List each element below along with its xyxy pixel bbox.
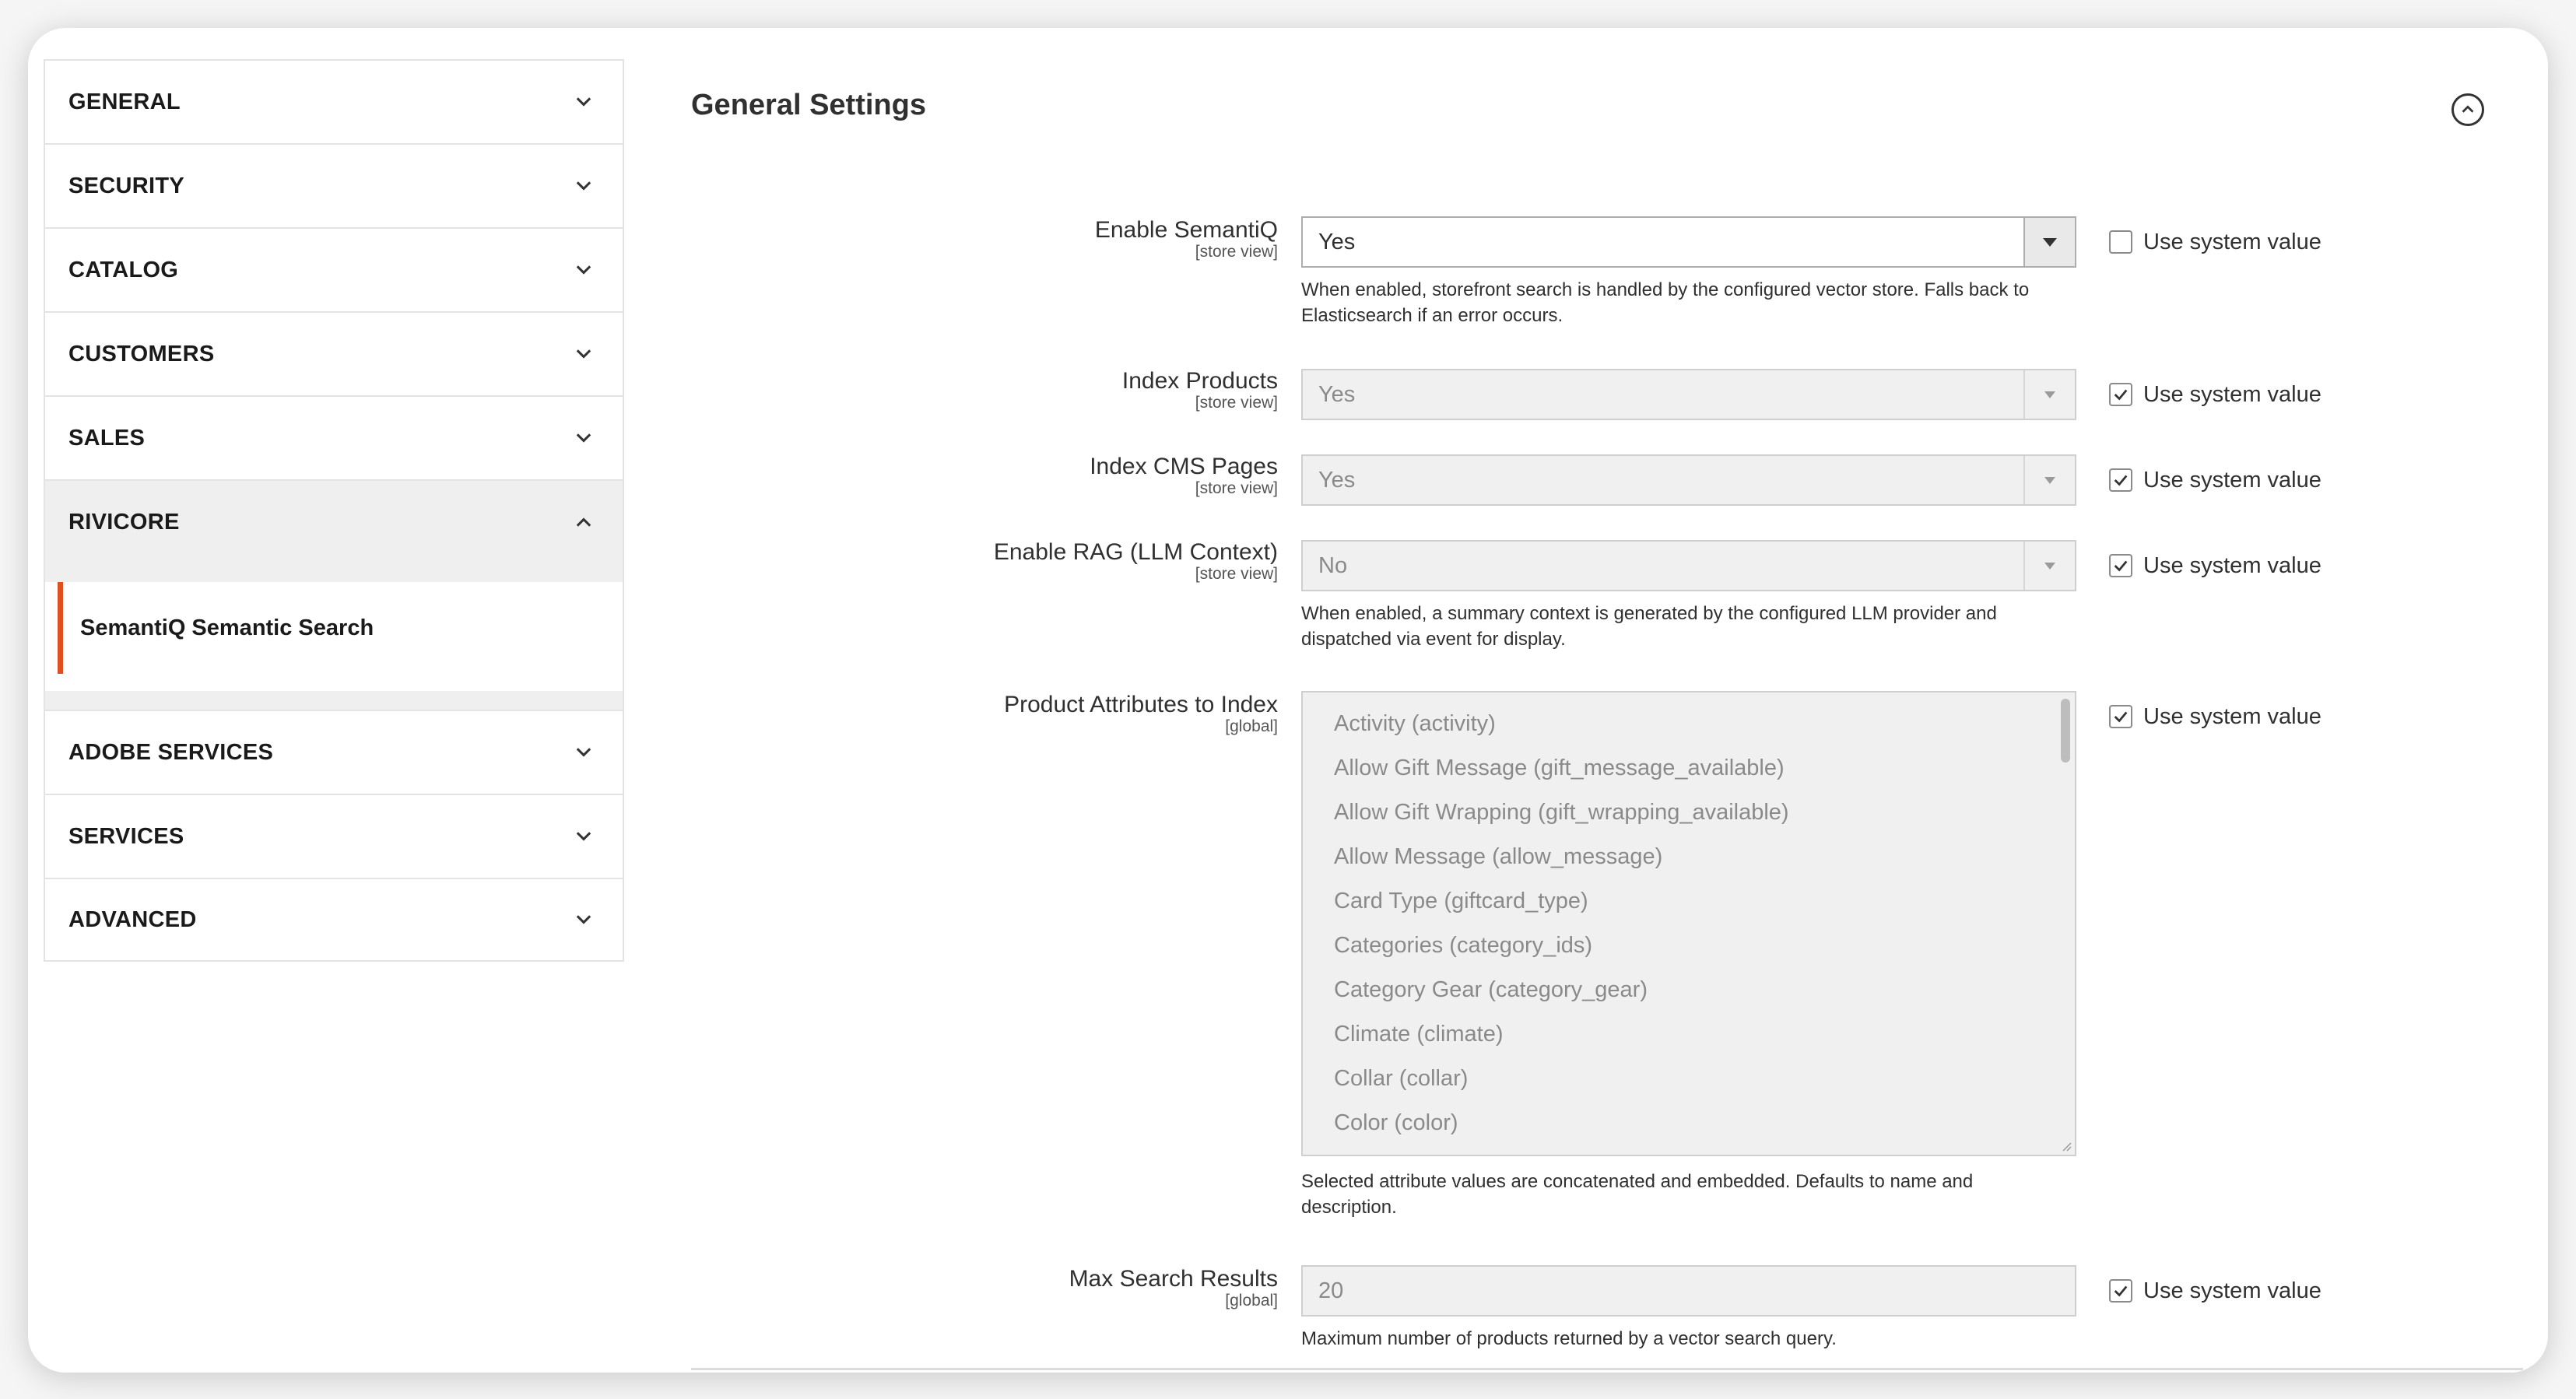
multiselect-option[interactable]: Allow Gift Wrapping (gift_wrapping_available) [1334, 800, 1789, 825]
index-cms-select[interactable] [1301, 454, 2076, 506]
use-system-value-label: Use system value [2143, 229, 2322, 254]
field-label: Enable SemantiQ [1094, 217, 1278, 243]
use-system-value-checkbox[interactable] [2109, 383, 2132, 406]
dropdown-arrow-icon[interactable] [2023, 218, 2075, 266]
checkmark-icon [2112, 557, 2129, 574]
chevron-down-icon [573, 909, 595, 931]
use-system-value-label: Use system value [2143, 1278, 2322, 1303]
field-scope: [global] [1225, 1292, 1278, 1310]
sidebar-item-advanced[interactable] [44, 878, 624, 962]
sidebar-subitem-label: SemantiQ Semantic Search [80, 615, 374, 640]
field-scope: [store view] [1195, 394, 1278, 412]
field-scope: [global] [1225, 717, 1278, 735]
field-note: When enabled, a summary context is generated by the configured LLM provider and dispatched via event for display. [1301, 603, 1997, 650]
field-label: Index CMS Pages [1090, 454, 1278, 479]
field-scope: [store view] [1195, 243, 1278, 261]
select-value: Yes [1318, 381, 1356, 407]
select-value: No [1318, 552, 1348, 578]
sidebar-item-label: GENERAL [68, 89, 181, 114]
chevron-down-icon [573, 175, 595, 197]
sidebar-item-label: RIVICORE [68, 509, 180, 535]
checkmark-icon [2112, 472, 2129, 489]
product-attributes-multiselect[interactable] [1301, 691, 2076, 1156]
multiselect-option[interactable]: Activity (activity) [1334, 711, 1496, 736]
sidebar-subitem-semantiq[interactable] [58, 582, 623, 674]
chevron-down-icon [573, 826, 595, 847]
field-scope: [store view] [1195, 479, 1278, 497]
chevron-down-icon [573, 427, 595, 449]
checkmark-icon [2112, 708, 2129, 725]
enable-rag-select[interactable] [1301, 540, 2076, 591]
sidebar-item-services[interactable] [44, 794, 624, 878]
sidebar-item-label: CATALOG [68, 257, 179, 282]
config-sidebar [44, 59, 624, 962]
section-divider [691, 1368, 2523, 1370]
sidebar-item-label: SALES [68, 425, 146, 451]
field-note: Selected attribute values are concatenated and embedded. Defaults to name and description. [1301, 1171, 1974, 1218]
sidebar-item-label: SECURITY [68, 173, 185, 198]
field-scope: [store view] [1195, 565, 1278, 583]
field-note: When enabled, storefront search is handled by the configured vector store. Falls back to Elasticsearch if an error occurs. [1301, 279, 2030, 326]
index-products-select[interactable] [1301, 369, 2076, 420]
chevron-down-icon [573, 259, 595, 281]
use-system-value-checkbox[interactable] [2109, 1279, 2132, 1303]
use-system-value-checkbox[interactable] [2109, 468, 2132, 492]
multiselect-option[interactable]: Categories (category_ids) [1334, 933, 1593, 958]
max-results-input[interactable] [1301, 1265, 2076, 1317]
section-title: General Settings [691, 89, 926, 121]
chevron-down-icon [573, 343, 595, 365]
input-value: 20 [1318, 1278, 1344, 1303]
use-system-value-checkbox[interactable] [2109, 705, 2132, 728]
multiselect-option[interactable]: Climate (climate) [1334, 1022, 1504, 1047]
multiselect-option[interactable]: Collar (collar) [1334, 1066, 1469, 1091]
sidebar-item-sales[interactable] [44, 395, 624, 479]
rivicore-submenu [44, 582, 624, 691]
chevron-up-icon [2459, 101, 2476, 118]
dropdown-arrow-icon [2023, 370, 2075, 419]
config-main [671, 28, 2548, 1373]
chevron-up-icon [573, 511, 595, 533]
dropdown-arrow-icon [2023, 456, 2075, 504]
resize-grip-icon[interactable] [2059, 1139, 2072, 1152]
select-value: Yes [1318, 467, 1356, 493]
field-label: Max Search Results [1069, 1266, 1278, 1292]
field-note: Maximum number of products returned by a vector search query. [1301, 1328, 1837, 1349]
use-system-value-checkbox[interactable] [2109, 554, 2132, 577]
use-system-value-label: Use system value [2143, 381, 2322, 407]
field-label: Index Products [1121, 368, 1278, 394]
submenu-spacer [44, 691, 624, 710]
select-value: Yes [1318, 229, 1356, 254]
multiselect-option[interactable]: Card Type (giftcard_type) [1334, 889, 1588, 913]
sidebar-item-general[interactable] [44, 59, 624, 143]
multiselect-option[interactable]: Allow Gift Message (gift_message_available) [1334, 756, 1785, 780]
sidebar-item-label: SERVICES [68, 823, 184, 849]
sidebar-item-security[interactable] [44, 143, 624, 227]
field-label: Product Attributes to Index [1004, 692, 1278, 717]
checkmark-icon [2112, 386, 2129, 403]
use-system-value-checkbox[interactable] [2109, 230, 2132, 254]
field-label: Enable RAG (LLM Context) [993, 539, 1278, 565]
checkmark-icon [2112, 1282, 2129, 1299]
use-system-value-label: Use system value [2143, 552, 2322, 578]
enable-semantiq-select[interactable] [1301, 216, 2076, 268]
multiselect-scrollbar[interactable] [2061, 699, 2070, 763]
submenu-spacer [44, 563, 624, 582]
sidebar-item-customers[interactable] [44, 311, 624, 395]
sidebar-item-catalog[interactable] [44, 227, 624, 311]
dropdown-arrow-icon [2023, 542, 2075, 590]
sidebar-item-label: ADVANCED [68, 906, 197, 932]
sidebar-item-label: CUSTOMERS [68, 341, 215, 366]
chevron-down-icon [573, 742, 595, 763]
sidebar-item-label: ADOBE SERVICES [68, 739, 274, 765]
section-collapse-button[interactable] [2451, 93, 2484, 126]
multiselect-option[interactable]: Color (color) [1334, 1110, 1458, 1135]
admin-window [28, 28, 2548, 1373]
sidebar-item-adobe-services[interactable] [44, 710, 624, 794]
use-system-value-label: Use system value [2143, 467, 2322, 493]
use-system-value-label: Use system value [2143, 703, 2322, 729]
sidebar-item-rivicore[interactable] [44, 479, 624, 563]
chevron-down-icon [573, 91, 595, 113]
multiselect-option[interactable]: Allow Message (allow_message) [1334, 844, 1663, 869]
multiselect-option[interactable]: Category Gear (category_gear) [1334, 977, 1648, 1002]
